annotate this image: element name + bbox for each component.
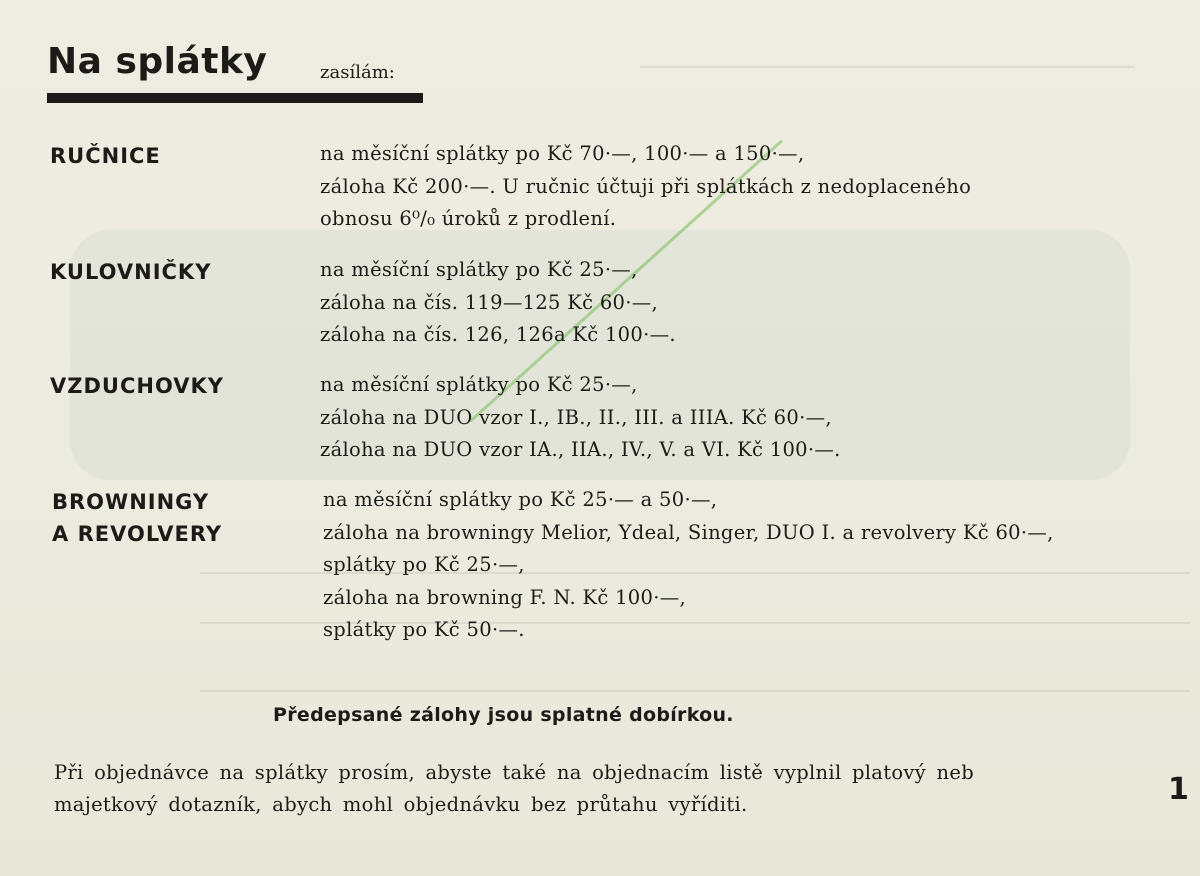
page-title: Na splátky [47, 41, 268, 82]
heading-line: A REVOLVERY [52, 522, 223, 546]
closing-paragraph [54, 757, 974, 821]
section-text-browningy [323, 484, 1054, 647]
text-line: záloha Kč 200·—. U ručnic účtuji při splátkách z nedoplaceného [320, 174, 972, 198]
text-line: záloha na browning F. N. Kč 100·—, [323, 585, 687, 609]
section-text-kulovnicky [320, 254, 676, 352]
section-heading-rucnice [50, 140, 161, 172]
section-text-vzduchovky [320, 369, 841, 467]
heading-line: VZDUCHOVKY [50, 374, 224, 398]
text-line: majetkový dotazník, abych mohl objednávku bez průtahu vyříditi. [54, 793, 748, 816]
text-line: na měsíční splátky po Kč 25·— a 50·—, [323, 488, 718, 511]
text-line: záloha na čís. 119—125 Kč 60·—, [320, 290, 659, 314]
heading-line: BROWNINGY [52, 490, 210, 514]
text-line: obnosu 6⁰/₀ úroků z prodlení. [320, 207, 617, 230]
page-subtitle: zasílám: [320, 62, 395, 83]
heading-line: KULOVNIČKY [50, 260, 212, 284]
section-heading-vzduchovky [50, 370, 224, 402]
text-line: záloha na DUO vzor I., IB., II., III. a IIIA. Kč 60·—, [320, 405, 832, 429]
show-through-line [200, 690, 1190, 692]
section-heading-browningy [52, 486, 222, 550]
text-line: záloha na DUO vzor IA., IIA., IV., V. a VI. Kč 100·—. [320, 438, 841, 461]
text-line: záloha na browningy Melior, Ydeal, Singer, DUO I. a revolvery Kč 60·—, [323, 520, 1054, 544]
show-through-line [640, 66, 1135, 68]
title-underline [47, 93, 423, 103]
section-text-rucnice [320, 138, 971, 236]
deposit-notice: Předepsané zálohy jsou splatné dobírkou. [273, 704, 734, 726]
text-line: splátky po Kč 25·—, [323, 553, 525, 576]
text-line: na měsíční splátky po Kč 25·—, [320, 258, 638, 281]
section-heading-kulovnicky [50, 256, 211, 288]
heading-line: RUČNICE [50, 144, 161, 168]
page-number: 1 [1168, 772, 1189, 807]
text-line: na měsíční splátky po Kč 25·—, [320, 373, 638, 396]
text-line: Při objednávce na splátky prosím, abyste také na objednacím listě vyplnil platový neb [54, 761, 975, 784]
text-line: záloha na čís. 126, 126a Kč 100·—. [320, 323, 676, 346]
text-line: splátky po Kč 50·—. [323, 618, 525, 641]
text-line: na měsíční splátky po Kč 70·—, 100·— a 150·—, [320, 142, 805, 165]
